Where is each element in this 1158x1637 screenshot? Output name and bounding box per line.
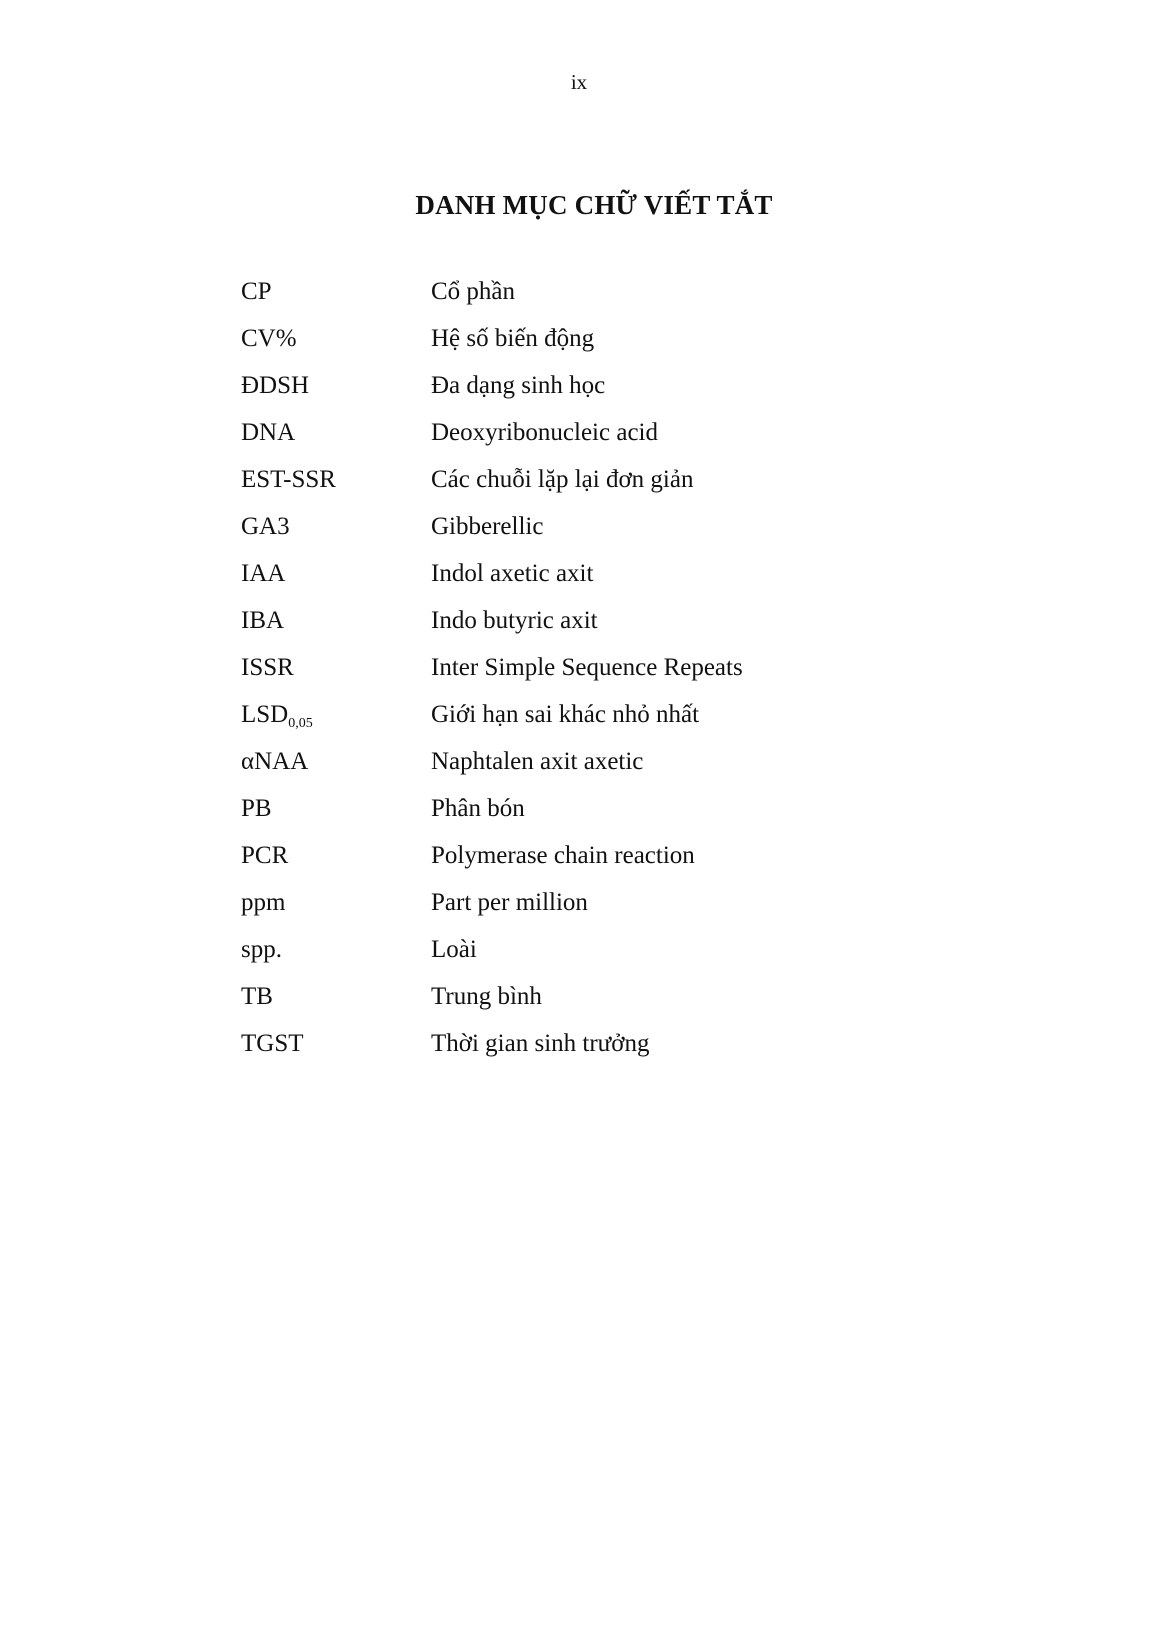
abbreviation-term: ĐDSH	[241, 372, 310, 399]
abbreviation-definition: Part per million	[431, 889, 588, 916]
abbreviation-term-subscript: 0,05	[288, 716, 313, 731]
abbreviation-term: DNA	[241, 419, 296, 446]
page-number: ix	[570, 70, 588, 94]
abbreviation-definition: Inter Simple Sequence Repeats	[431, 654, 743, 681]
abbreviation-definition: Các chuỗi lặp lại đơn giản	[431, 466, 694, 493]
abbreviation-term: ISSR	[241, 654, 294, 681]
abbreviation-definition: Indo butyric axit	[431, 607, 598, 634]
abbreviation-term: spp.	[241, 936, 282, 963]
abbreviation-term: GA3	[241, 513, 290, 540]
abbreviation-term: IAA	[241, 560, 286, 587]
abbreviation-definition: Trung bình	[431, 983, 542, 1010]
abbreviation-definition: Gibberellic	[431, 513, 544, 540]
abbreviation-definition: Cổ phần	[431, 278, 516, 305]
abbreviation-term: EST-SSR	[241, 466, 336, 493]
abbreviation-definition: Loài	[431, 936, 477, 963]
abbreviation-term: TGST	[241, 1030, 304, 1057]
abbreviation-definition: Hệ số biến động	[431, 325, 595, 352]
page-title: DANH MỤC CHỮ VIẾT TẮT	[415, 190, 773, 220]
abbreviation-definition: Polymerase chain reaction	[431, 842, 695, 869]
abbreviation-definition: Deoxyribonucleic acid	[431, 419, 658, 446]
abbreviation-definition: Đa dạng sinh học	[431, 372, 606, 399]
abbreviation-term: αNAA	[241, 748, 309, 775]
abbreviation-term: PB	[241, 795, 272, 822]
abbreviation-term: CV%	[241, 325, 297, 352]
abbreviation-definition: Naphtalen axit axetic	[431, 748, 644, 775]
abbreviation-term: $LSD_{0,05}$	[241, 701, 313, 731]
abbreviation-definition: Giới hạn sai khác nhỏ nhất	[431, 701, 700, 728]
abbreviation-definition: Thời gian sinh trưởng	[431, 1030, 650, 1057]
abbreviation-term: TB	[241, 983, 273, 1010]
abbreviation-term: ppm	[241, 889, 286, 916]
abbreviation-term: IBA	[241, 607, 285, 634]
abbreviation-term: CP	[241, 278, 272, 305]
abbreviation-term: PCR	[241, 842, 289, 869]
abbreviation-definition: Phân bón	[431, 795, 525, 822]
abbreviation-definition: Indol axetic axit	[431, 560, 594, 587]
